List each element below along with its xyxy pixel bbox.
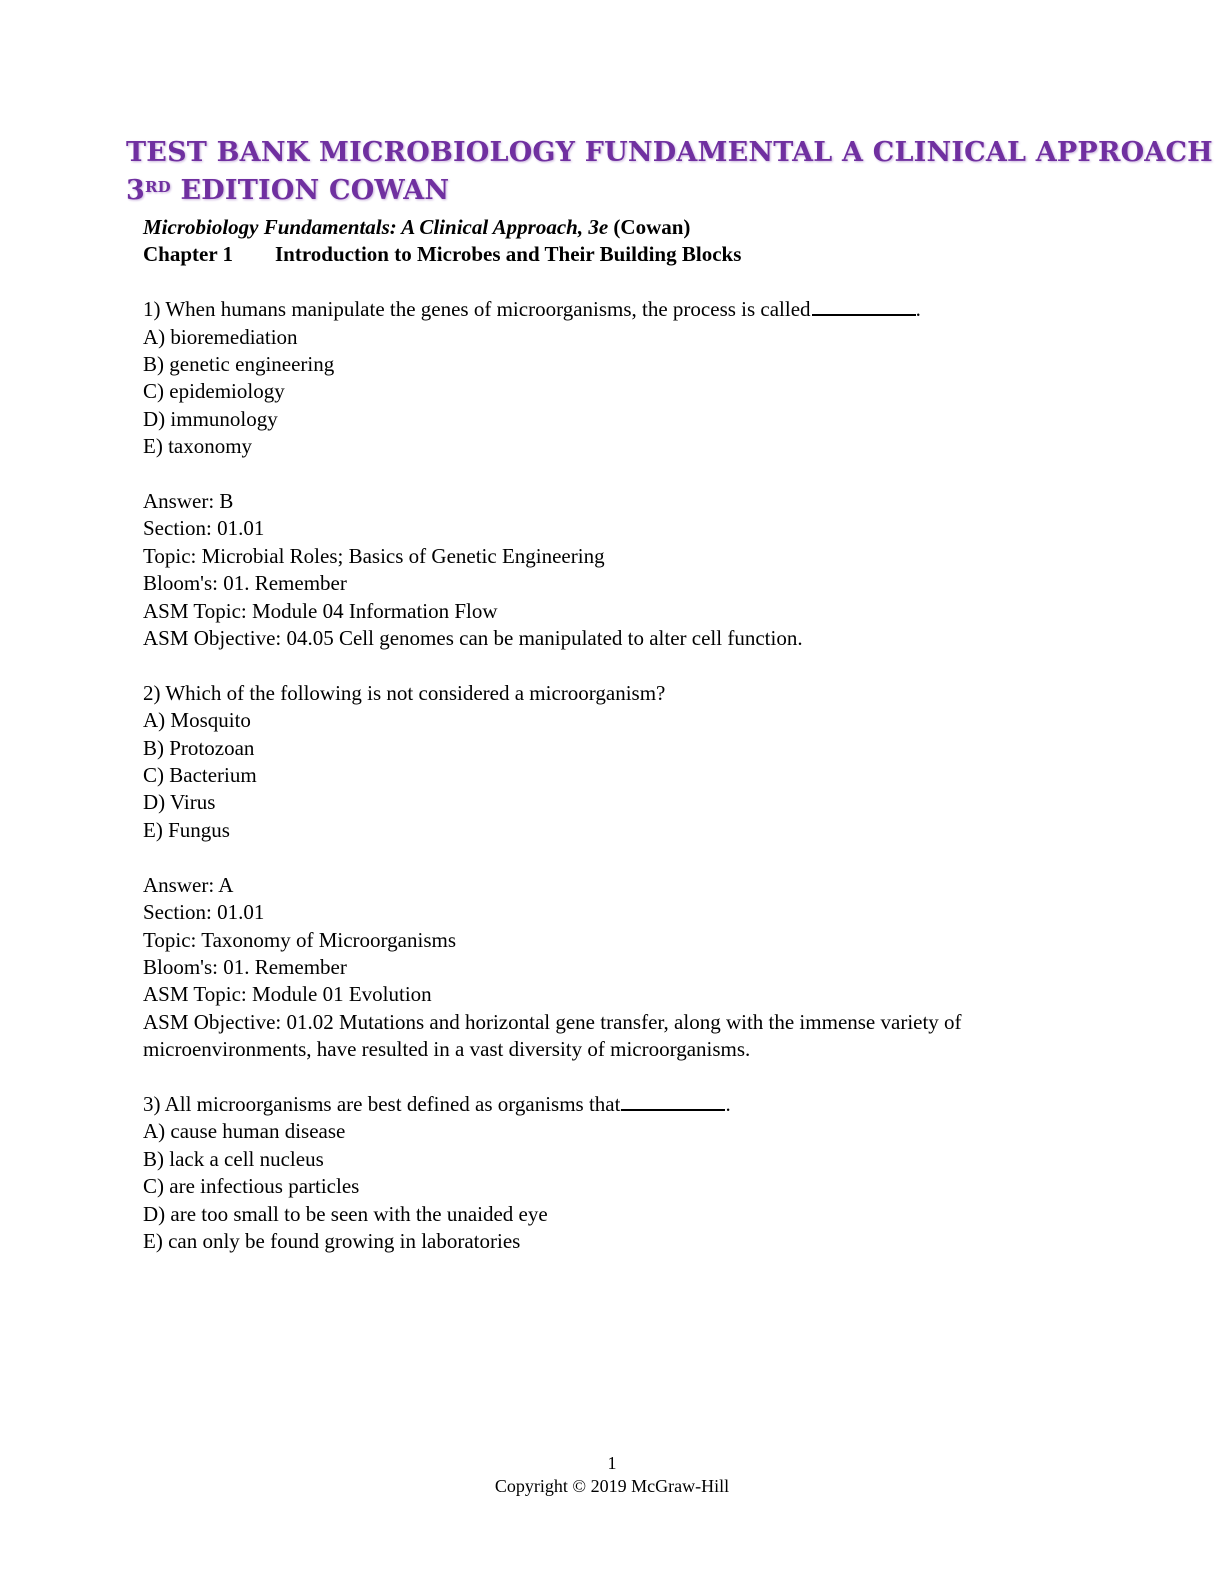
chapter-heading [143,241,1093,268]
question-stem: 2) Which of the following is not considered a microorganism? [143,680,666,705]
fill-in-blank [812,296,916,316]
answer: Answer: B [143,489,234,514]
edition-number: 3 [126,175,145,206]
answer: Answer: A [143,872,234,897]
choice-d: D) immunology [143,406,278,431]
choice-c: C) epidemiology [143,379,285,404]
choice-e: E) Fungus [143,817,230,842]
fill-in-blank [621,1091,725,1111]
question-stem [143,296,1093,323]
question-stem-text: 3) All microorganisms are best defined as organisms that [143,1091,621,1116]
book-author: (Cowan) [613,215,691,239]
choice-e: E) taxonomy [143,434,253,459]
document-body [143,214,1093,1255]
stem-end-punctuation: . [725,1091,731,1116]
test-bank-banner-title [126,134,1213,210]
choice-a: A) cause human disease [143,1119,346,1144]
choice-b: B) lack a cell nucleus [143,1146,324,1171]
banner-line-1: TEST BANK MICROBIOLOGY FUNDAMENTAL A CLINICAL APPROACH [126,137,1213,168]
topic: Topic: Microbial Roles; Basics of Genetic Engineering [143,543,605,568]
choice-c: C) Bacterium [143,763,257,788]
edition-text: EDITION COWAN [170,175,450,206]
question-1 [143,296,1093,652]
book-title: Microbiology Fundamentals: A Clinical Approach, 3e [143,215,609,239]
page-number: 1 [607,1453,617,1473]
asm-topic: ASM Topic: Module 01 Evolution [143,982,432,1007]
stem-end-punctuation: . [915,297,921,322]
choice-d: D) Virus [143,790,216,815]
choice-c: C) are infectious particles [143,1174,360,1199]
topic: Topic: Taxonomy of Microorganisms [143,927,457,952]
asm-objective: ASM Objective: 04.05 Cell genomes can be manipulated to alter cell function. [143,626,803,651]
section: Section: 01.01 [143,516,265,541]
chapter-label: Chapter 1 [143,242,234,267]
question-2 [143,680,1093,1064]
choice-a: A) Mosquito [143,708,251,733]
choice-b: B) Protozoan [143,735,255,760]
choice-d: D) are too small to be seen with the unaided eye [143,1201,548,1226]
section: Section: 01.01 [143,900,265,925]
asm-objective: ASM Objective: 01.02 Mutations and horizontal gene transfer, along with the immense variety of microenvironments, have resulted in a vast diversity of microorganisms. [143,1009,962,1062]
chapter-title: Introduction to Microbes and Their Building Blocks [275,242,742,267]
book-title-line [143,214,1093,241]
question-3 [143,1091,1093,1255]
choice-a: A) bioremediation [143,324,298,349]
blooms-level: Bloom's: 01. Remember [143,571,347,596]
question-stem [143,1091,1093,1118]
choice-e: E) can only be found growing in laboratories [143,1228,521,1253]
copyright-notice: Copyright © 2019 McGraw-Hill [494,1476,730,1496]
question-stem-text: 1) When humans manipulate the genes of microorganisms, the process is called [143,297,811,322]
edition-ordinal-suffix: RD [145,178,171,196]
banner-line-2 [126,172,1101,210]
asm-topic: ASM Topic: Module 04 Information Flow [143,598,498,623]
blooms-level: Bloom's: 01. Remember [143,954,347,979]
choice-b: B) genetic engineering [143,352,335,377]
